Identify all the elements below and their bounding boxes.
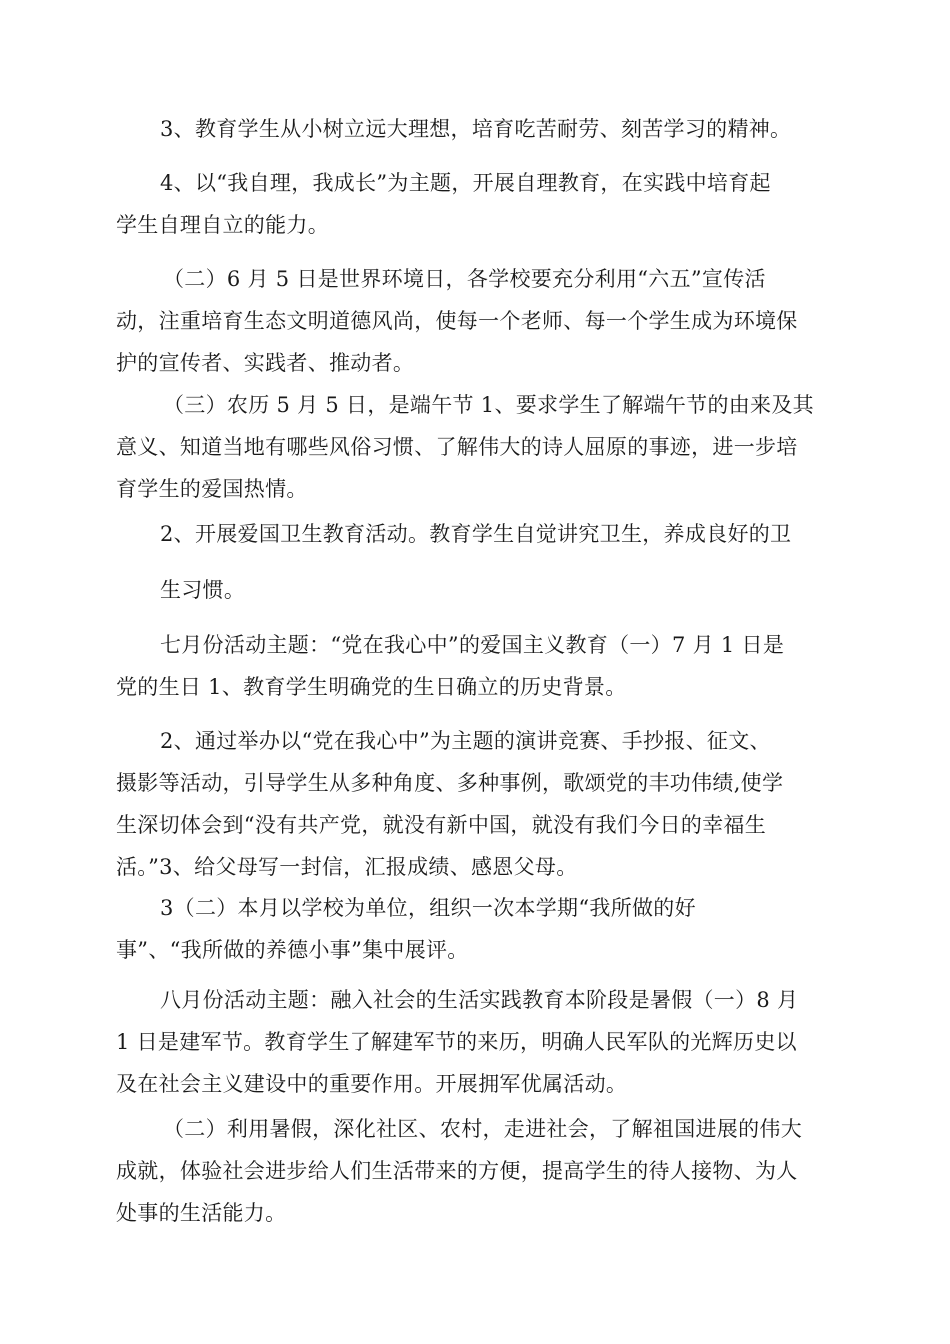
- paragraph-2: [116, 162, 840, 246]
- paragraph-line: 八月份活动主题：融入社会的生活实践教育本阶段是暑假（一）8 月: [160, 988, 799, 1012]
- paragraph-line: 处事的生活能力。: [116, 1201, 287, 1225]
- paragraph-line: 及在社会主义建设中的重要作用。开展拥军优属活动。: [116, 1072, 628, 1096]
- paragraph-line: 摄影等活动，引导学生从多种角度、多种事例，歌颂党的丰功伟绩,使学: [116, 771, 784, 795]
- paragraph-line: 七月份活动主题：“党在我心中”的爱国主义教育（一）7 月 1 日是: [160, 633, 785, 657]
- paragraph-line: 2、开展爱国卫生教育活动。教育学生自觉讲究卫生，养成良好的卫: [160, 522, 792, 546]
- paragraph-line: 成就，体验社会进步给人们生活带来的方便，提高学生的待人接物、为人: [116, 1159, 798, 1183]
- paragraph-line: 党的生日 1、教育学生明确党的生日确立的历史背景。: [116, 675, 627, 699]
- paragraph-line: 事”、“我所做的养德小事”集中展评。: [116, 938, 469, 962]
- paragraph-8: [116, 720, 840, 888]
- paragraph-7: [116, 624, 840, 708]
- paragraph-line: 意义、知道当地有哪些风俗习惯、了解伟大的诗人屈原的事迹，进一步培: [116, 435, 798, 459]
- paragraph-line: 生习惯。: [160, 578, 246, 602]
- paragraph-line: 护的宣传者、实践者、推动者。: [116, 351, 415, 375]
- paragraph-line: 学生自理自立的能力。: [116, 213, 329, 237]
- paragraph-line: 动，注重培育生态文明道德风尚，使每一个老师、每一个学生成为环境保: [116, 309, 798, 333]
- paragraph-5: [116, 513, 840, 555]
- paragraph-line: 1 日是建军节。教育学生了解建军节的来历，明确人民军队的光辉历史以: [116, 1030, 797, 1054]
- paragraph-6: [116, 569, 840, 611]
- paragraph-line: 育学生的爱国热情。: [116, 477, 308, 501]
- paragraph-line: 活。”3、给父母写一封信，汇报成绩、感恩父母。: [116, 855, 578, 879]
- paragraph-line: 2、通过举办以“党在我心中”为主题的演讲竞赛、手抄报、征文、: [160, 729, 771, 753]
- paragraph-3: [116, 258, 840, 384]
- paragraph-9: [116, 887, 840, 971]
- paragraph-line: （三）农历 5 月 5 日，是端午节 1、要求学生了解端午节的由来及其: [163, 393, 814, 417]
- paragraph-line: 生深切体会到“没有共产党，就没有新中国，就没有我们今日的幸福生: [116, 813, 767, 837]
- paragraph-line: （二）利用暑假，深化社区、农村，走进社会，了解祖国进展的伟大: [163, 1117, 802, 1141]
- paragraph-1: [116, 108, 840, 150]
- paragraph-line: 3（二）本月以学校为单位，组织一次本学期“我所做的好: [160, 896, 696, 920]
- paragraph-10: [116, 979, 840, 1105]
- paragraph-line: （二）6 月 5 日是世界环境日，各学校要充分利用“六五”宣传活: [163, 267, 766, 291]
- paragraph-line: 3、教育学生从小树立远大理想，培育吃苦耐劳、刻苦学习的精神。: [160, 117, 792, 141]
- paragraph-4: [116, 384, 840, 510]
- paragraph-11: [116, 1108, 840, 1234]
- paragraph-line: 4、以“我自理，我成长”为主题，开展自理教育，在实践中培育起: [160, 171, 771, 195]
